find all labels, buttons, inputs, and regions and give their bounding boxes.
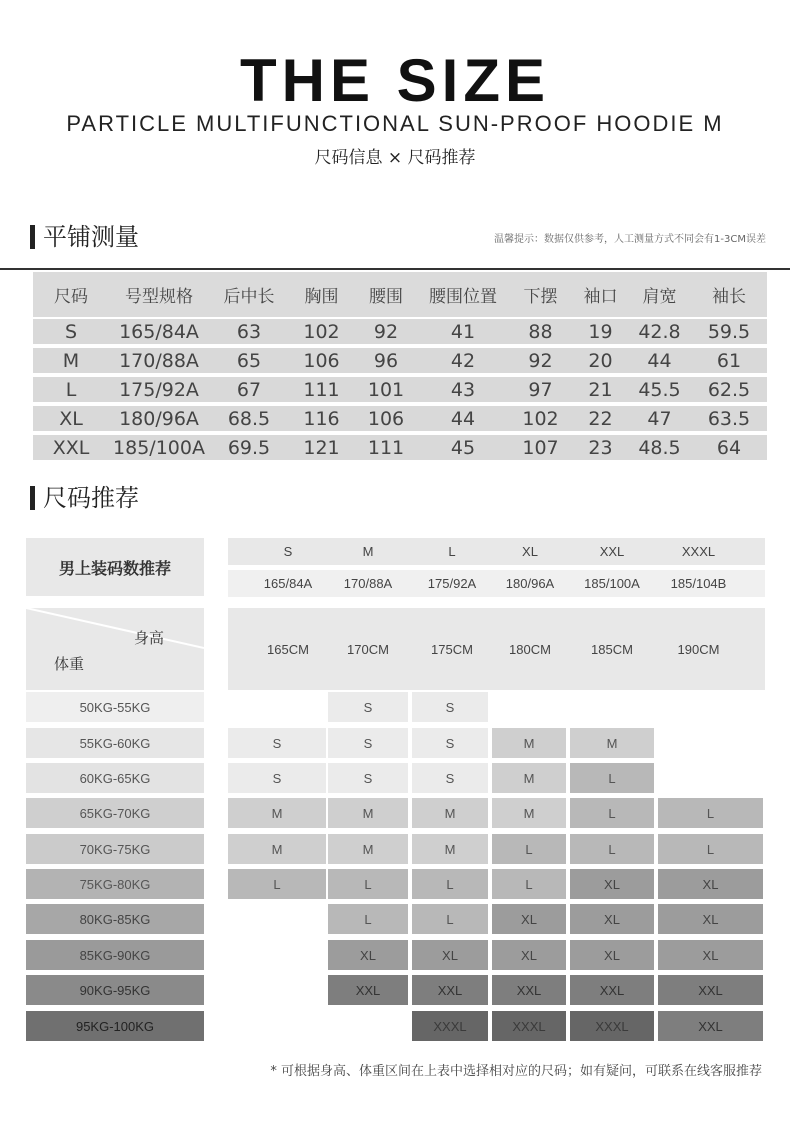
size-cell: XXXL <box>570 1011 654 1041</box>
measure-header-row <box>33 272 767 317</box>
size-cell: M <box>570 728 654 758</box>
measure-cell: 42.8 <box>638 320 681 343</box>
measure-cell: 116 <box>303 407 340 430</box>
size-cell: XXL <box>328 975 408 1005</box>
height-label: 180CM <box>509 641 551 657</box>
size-label: L <box>448 544 456 559</box>
measure-cell: 45 <box>450 436 476 459</box>
measure-cell: 42 <box>450 349 476 372</box>
measure-row <box>33 377 767 402</box>
measure-cell: 180/96A <box>119 407 199 430</box>
measure-cell: 号型规格 <box>125 287 193 307</box>
measure-cell: 袖口 <box>583 287 618 307</box>
measure-cell: 111 <box>303 378 340 401</box>
size-cell: M <box>228 798 326 828</box>
spec-label: 170/88A <box>343 576 393 591</box>
size-cell: M <box>228 834 326 864</box>
measure-cell: 23 <box>588 436 613 459</box>
size-cell: L <box>412 869 488 899</box>
measure-cell: 后中长 <box>223 287 275 307</box>
measure-cell: 胸围 <box>304 287 339 307</box>
size-cell: M <box>492 763 566 793</box>
measure-cell: 106 <box>367 407 405 430</box>
weight-axis-label: 体重 <box>54 655 85 673</box>
size-cell: XXL <box>412 975 488 1005</box>
size-cell: XXL <box>492 975 566 1005</box>
spec-label: 165/84A <box>263 576 313 591</box>
weight-label: 70KG-75KG <box>26 834 204 864</box>
spec-label: 185/104B <box>670 576 727 591</box>
measure-cell: 64 <box>716 436 742 459</box>
measure-row <box>33 406 767 431</box>
section-divider <box>0 268 790 270</box>
measure-cell: 59.5 <box>707 320 751 343</box>
measure-heading-text: 平铺测量 <box>43 223 139 251</box>
size-cell: S <box>412 728 488 758</box>
size-cell: L <box>570 798 654 828</box>
weight-label: 65KG-70KG <box>26 798 204 828</box>
size-cell: XL <box>492 940 566 970</box>
measure-cell: 45.5 <box>638 378 681 401</box>
weight-label: 55KG-60KG <box>26 728 204 758</box>
measure-cell: 175/92A <box>119 378 199 401</box>
measure-cell: 69.5 <box>227 436 271 459</box>
size-cell: XL <box>658 869 763 899</box>
measure-cell: 170/88A <box>119 349 199 372</box>
measure-cell: 61 <box>716 349 742 372</box>
weight-label: 80KG-85KG <box>26 904 204 934</box>
size-label: XL <box>522 544 538 559</box>
measure-cell: 96 <box>373 349 399 372</box>
size-label: XXL <box>599 544 625 559</box>
recommend-label: 男上装码数推荐 <box>26 538 204 596</box>
measure-note: 温馨提示：数据仅供参考，人工测量方式不同会有1-3CM误差 <box>494 234 766 245</box>
size-cell: S <box>328 763 408 793</box>
weight-label: 75KG-80KG <box>26 869 204 899</box>
size-cell: M <box>492 798 566 828</box>
spec-label: 175/92A <box>427 576 477 591</box>
heading-bar <box>30 486 35 510</box>
size-cell: M <box>328 834 408 864</box>
size-cell: M <box>412 834 488 864</box>
measure-cell: 腰围 <box>369 287 403 307</box>
weight-label: 50KG-55KG <box>26 692 204 722</box>
measure-cell: 102 <box>303 320 340 343</box>
size-cell: XL <box>570 904 654 934</box>
weight-label: 95KG-100KG <box>26 1011 204 1041</box>
spec-label: 185/100A <box>584 576 640 591</box>
page-tagline: 尺码信息 × 尺码推荐 <box>314 148 476 168</box>
measure-cell: 下摆 <box>523 287 558 307</box>
size-cell: L <box>328 869 408 899</box>
measure-cell: 102 <box>522 407 559 430</box>
measure-cell: 62.5 <box>707 378 751 401</box>
measure-cell: 22 <box>588 407 613 430</box>
measure-cell: 41 <box>450 320 476 343</box>
recommend-heading <box>30 483 139 513</box>
size-cell: M <box>492 728 566 758</box>
size-cell: XXL <box>658 1011 763 1041</box>
height-label: 170CM <box>347 641 389 657</box>
size-cell: S <box>412 692 488 722</box>
product-name: PARTICLE MULTIFUNCTIONAL SUN-PROOF HOODIE M <box>66 111 724 136</box>
size-cell: S <box>228 763 326 793</box>
size-cell: L <box>570 763 654 793</box>
height-axis-label: 身高 <box>134 629 165 647</box>
measure-cell: 67 <box>236 378 262 401</box>
size-cell: L <box>570 834 654 864</box>
recommend-heading-text: 尺码推荐 <box>43 484 139 512</box>
weight-label: 60KG-65KG <box>26 763 204 793</box>
size-cell: S <box>328 692 408 722</box>
measure-cell: 92 <box>373 320 399 343</box>
measure-row <box>33 319 767 344</box>
measure-cell: M <box>62 349 80 372</box>
measure-cell: 63 <box>236 320 262 343</box>
size-cell: S <box>412 763 488 793</box>
size-cell: XL <box>658 904 763 934</box>
measure-cell: 121 <box>303 436 340 459</box>
footnote: * 可根据身高、体重区间在上表中选择相对应的尺码；如有疑问，可联系在线客服推荐 <box>270 1064 762 1079</box>
size-cell: M <box>412 798 488 828</box>
measure-cell: XL <box>59 407 83 430</box>
measure-cell: 尺码 <box>54 287 88 307</box>
height-label: 190CM <box>677 641 720 657</box>
measure-cell: L <box>65 378 77 401</box>
size-cell: XL <box>412 940 488 970</box>
height-weight-corner <box>26 608 204 690</box>
size-cell: S <box>328 728 408 758</box>
measure-cell: 88 <box>528 320 553 343</box>
size-cell: XL <box>492 904 566 934</box>
size-cell: XXXL <box>412 1011 488 1041</box>
measure-cell: 20 <box>588 349 613 372</box>
size-cell: XL <box>570 869 654 899</box>
size-cell: XL <box>658 940 763 970</box>
heading-bar <box>30 225 35 249</box>
measure-cell: 65 <box>236 349 262 372</box>
size-label: M <box>362 544 374 559</box>
weight-label: 90KG-95KG <box>26 975 204 1005</box>
measure-cell: 97 <box>528 378 553 401</box>
measure-cell: 107 <box>522 436 559 459</box>
size-cell: L <box>492 834 566 864</box>
size-cell: S <box>228 728 326 758</box>
height-label: 175CM <box>431 641 473 657</box>
size-cell: XL <box>570 940 654 970</box>
measure-row <box>33 348 767 373</box>
measure-cell: 肩宽 <box>642 287 677 307</box>
size-cell: XXL <box>658 975 763 1005</box>
size-cell: XXL <box>570 975 654 1005</box>
measure-cell: 92 <box>528 349 553 372</box>
measure-cell: XXL <box>52 436 90 459</box>
size-cell: L <box>228 869 326 899</box>
measure-cell: 19 <box>588 320 613 343</box>
measure-cell: 101 <box>367 378 405 401</box>
measure-cell: 48.5 <box>638 436 681 459</box>
measure-cell: 106 <box>303 349 340 372</box>
size-cell: L <box>658 798 763 828</box>
measure-cell: 165/84A <box>119 320 199 343</box>
measure-cell: 腰围位置 <box>429 287 497 307</box>
measure-cell: 47 <box>647 407 672 430</box>
size-cell: L <box>328 904 408 934</box>
measure-cell: 43 <box>450 378 476 401</box>
weight-label: 85KG-90KG <box>26 940 204 970</box>
size-label: S <box>283 544 293 559</box>
size-cell: L <box>492 869 566 899</box>
measure-cell: 68.5 <box>227 407 271 430</box>
size-label: XXXL <box>681 544 716 559</box>
size-cell: XXXL <box>492 1011 566 1041</box>
size-cell: L <box>658 834 763 864</box>
spec-label: 180/96A <box>505 576 555 591</box>
measure-heading <box>30 222 139 252</box>
measure-cell: 44 <box>450 407 476 430</box>
height-label: 165CM <box>267 641 309 657</box>
diagonal-line <box>26 608 204 690</box>
page-title: THE SIZE <box>239 47 551 114</box>
measure-cell: 袖长 <box>712 287 746 307</box>
height-label: 185CM <box>591 641 633 657</box>
measure-cell: 185/100A <box>113 436 205 459</box>
size-cell: L <box>412 904 488 934</box>
size-cell: XL <box>328 940 408 970</box>
measure-cell: 63.5 <box>707 407 751 430</box>
measure-cell: 21 <box>588 378 613 401</box>
measure-row <box>33 435 767 460</box>
size-cell: M <box>328 798 408 828</box>
measure-cell: 111 <box>367 436 405 459</box>
measure-cell: S <box>64 320 78 343</box>
measure-cell: 44 <box>647 349 672 372</box>
